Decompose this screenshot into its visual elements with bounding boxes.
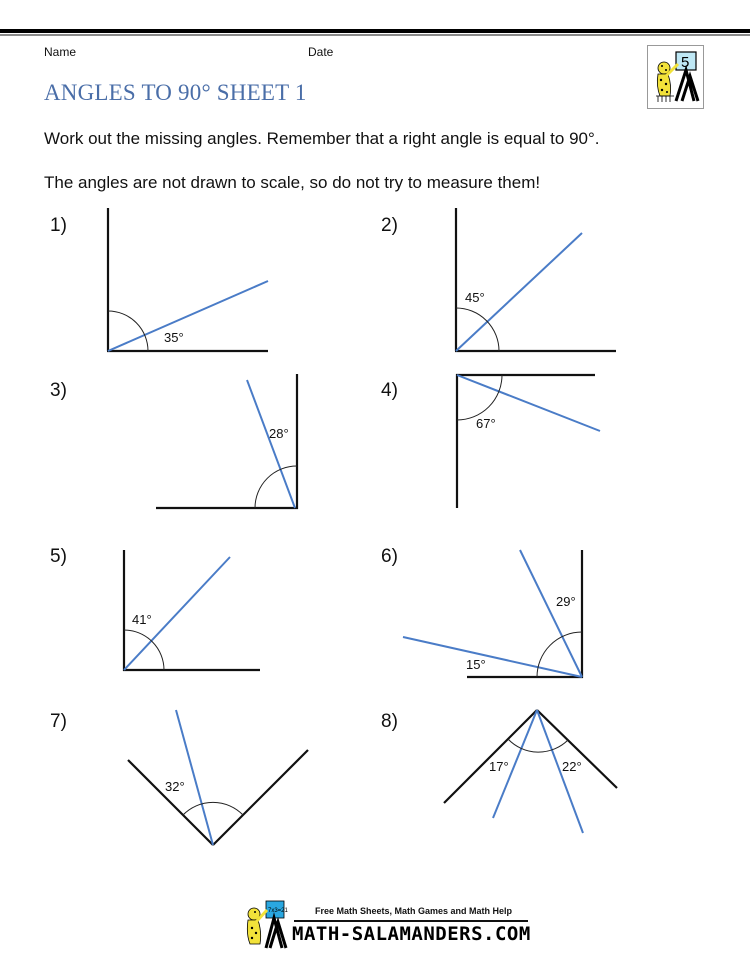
footer-tagline: Free Math Sheets, Math Games and Math Help bbox=[315, 906, 513, 916]
angle-label-8a: 17° bbox=[489, 759, 509, 774]
footer-salamander-logo bbox=[240, 898, 298, 954]
instruction-line-1: Work out the missing angles. Remember that a right angle is equal to 90°. bbox=[44, 129, 600, 148]
figure-7 bbox=[128, 710, 308, 845]
problem-7-number: 7) bbox=[50, 711, 67, 732]
footer-rule bbox=[294, 920, 528, 922]
problem-5-number: 5) bbox=[50, 546, 67, 567]
problem-4-number: 4) bbox=[381, 380, 398, 401]
figure-8 bbox=[444, 710, 617, 833]
angle-label-2: 45° bbox=[465, 290, 485, 305]
problem-6-number: 6) bbox=[381, 546, 398, 567]
figure-3 bbox=[156, 374, 298, 509]
problem-2-number: 2) bbox=[381, 215, 398, 236]
instruction-line-2: The angles are not drawn to scale, so do not try to measure them! bbox=[44, 173, 541, 192]
svg-text:7x3=21: 7x3=21 bbox=[268, 908, 288, 914]
angle-label-6b: 15° bbox=[466, 657, 486, 672]
figure-5 bbox=[123, 550, 260, 671]
problem-3-number: 3) bbox=[50, 380, 67, 401]
angle-label-6a: 29° bbox=[556, 594, 576, 609]
angle-label-7: 32° bbox=[165, 779, 185, 794]
figure-2 bbox=[455, 208, 616, 351]
page-title: ANGLES TO 90° SHEET 1 bbox=[44, 80, 307, 105]
problem-8-number: 8) bbox=[381, 711, 398, 732]
problem-1-number: 1) bbox=[50, 215, 67, 236]
figure-6 bbox=[403, 550, 583, 678]
date-label: Date bbox=[308, 45, 334, 59]
footer-site-name[interactable]: MATH-SALAMANDERS.COM bbox=[292, 923, 531, 945]
figure-4 bbox=[456, 374, 600, 508]
angle-label-8b: 22° bbox=[562, 759, 582, 774]
angle-label-1: 35° bbox=[164, 330, 184, 345]
angle-label-4: 67° bbox=[476, 416, 496, 431]
figure-1 bbox=[107, 208, 268, 351]
angle-label-5: 41° bbox=[132, 612, 152, 627]
name-label: Name bbox=[44, 45, 77, 59]
angle-label-3: 28° bbox=[269, 426, 289, 441]
salamander-painter-icon bbox=[240, 898, 298, 954]
svg-text:5: 5 bbox=[681, 54, 690, 71]
